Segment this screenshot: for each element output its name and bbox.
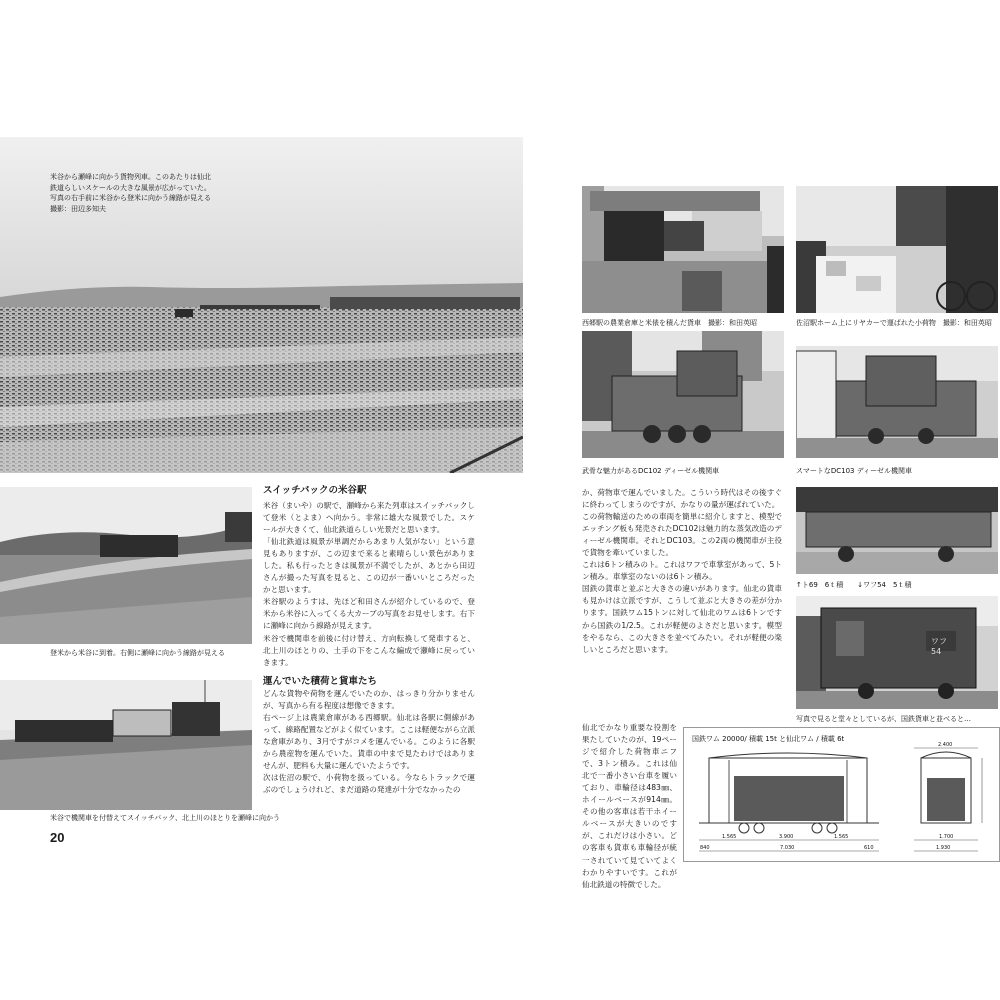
caption-line: 写真の右手前に米谷から登米に向かう線路が見える [50,194,211,202]
paragraph: どんな貨物や荷物を運んでいたのか、はっきり分かりませんが、写真から有る程度は想像できます。 [263,688,475,710]
dim-label: 1.565 [834,834,849,840]
caption-top-photo [50,172,270,214]
paragraph: 次は佐沼の駅で、小荷物を扱っている。今ならトラックで運ぶのでしょうけれど、まだ道路の発達が十分でなかったの [263,772,475,795]
section-heading-switchback: スイッチバックの米谷駅 [263,485,367,496]
page-number: 20 [50,830,65,845]
caption-r3: 武骨な魅力があるDC102 ディーゼル機関車 [582,467,720,475]
photo-wagon-to69 [796,487,998,574]
freight-car-comparison-diagram [683,727,1000,862]
dim-label: 7.030 [780,845,795,851]
caption-r6: 写真で見ると堂々としているが、国鉄貨車と並べると… [796,715,971,723]
paragraph: 国鉄の貨車と並ぶと大きさの違いがあります。仙北の貨車も見かけは立派ですが、こうして並ぶと大きさの差が分かります。国鉄ワム15トンに対して仙北のワムは6トンですから国鉄の1/2.5。これが軽便のよさだと思います。模型をやるなら、この大きさを並べてみたい。それが軽便の楽しいところだと思います。 [582,584,782,654]
photo-warehouse-ricebags [582,186,784,313]
paragraph: か、荷物車で運んでいました。こういう時代はその後すぐに終わってしまうのですが、かなりの量が運ばれていた。 [582,488,782,510]
paragraph: 米谷で機関車を前後に付け替え、方向転換して発車すると、北上川のほとりの、土手の下をこんな編成で瀬峰に戻っていきます。 [263,633,475,667]
caption-left-bottom: 米谷で機関車を付替えてスイッチバック、北上川のほとりを瀬峰に向かう [50,814,281,822]
dim-label: 1.930 [936,845,951,851]
dim-label: 1.565 [722,834,737,840]
paragraph: これは6トン積みのト。これはワフで車掌室があって、5トン積み。車掌室のないのは6トン積み。 [582,560,782,582]
diagram-title: 国鉄ワム 20000/ 積載 15t と仙北ワム / 積載 6t [692,735,845,743]
body-column-1 [263,500,475,830]
photo-wagon-wafu54 [796,596,998,709]
caption-r4: スマートなDC103 ディーゼル機関車 [796,467,913,475]
caption-line: 米谷から瀬峰に向かう貨物列車。このあたりは仙北 [50,173,211,181]
dim-label: 2.400 [938,742,953,748]
paragraph: 「仙北鉄道は風景が単調だからあまり人気がない」という意見もありますが、この辺まで来ると素晴らしい景色がありました。私も行ったときは風景が不満でしたが、あとから田辺さんが撮った写真を見ると、この辺が一番いいところだったかと思います。 [263,537,475,595]
photo-dc103-locomotive [796,346,998,458]
caption-r2: 佐沼駅ホーム上にリヤカーで運ばれた小荷物 撮影：和田英昭 [796,319,992,327]
paragraph: 右ページ上は農業倉庫がある西郷駅。仙北は各駅に側線があって、線路配置などがよく似ています。ここは軽便ながら立派な倉庫があり、3月ですがコメを運んでいる。このように各駅から農産物を運んでいた。貨車の中まで見たわけではありませんが、肥料も大量に運んでいたようです。 [263,712,475,770]
photo-dc102-locomotive [582,331,784,458]
dim-label: 3.900 [779,834,794,840]
caption-line: 撮影：田辺多知夫 [50,204,106,213]
svg-text:ワフ: ワフ [931,637,947,646]
paragraph: 仙北でかなり重要な役割を果たしていたのが、19ページで紹介した荷物車ニフで、3トン積み。これは仙北で一番小さい台車を履いており、車輪径は483㎜、ホイールベースが914㎜。その他の客車は若干ホイールベースが大きいのですが、これだけは小さい。どの客車も貨車も車輪径が統一されていて見ていてよくわかりやすいです。これが仙北鉄道の特徴でした。 [582,723,677,889]
paragraph: 米谷（まいや）の駅で、瀬峰から来た列車はスイッチバックして登米（とよま）へ向かう。非常に雄大な風景でした。スケールが大きくて、仙北鉄道らしい光景だと思います。 [263,501,475,535]
caption-line: 鉄道らしいスケールの大きな風景が広がっていた。 [50,183,211,192]
body-column-2 [582,487,782,722]
dim-label: 610 [864,845,874,851]
photo-switchback-kitakami [0,680,252,810]
photo-parcels-sanuma [796,186,998,313]
caption-r5: ↑ト69 6ｔ積 ↓ワフ54 5ｔ積 [796,581,912,589]
dim-label: 840 [700,845,710,851]
paragraph: この荷物輸送のための車両を簡単に紹介しますと、模型でエッチング板も発売されたDC102は魅力的な蒸気改造のディーゼル機関車。それとDC103。この2両の機関車が主役で貨物を牽いていました。 [582,512,782,558]
section-heading-cargo: 運んでいた積荷と貨車たち [263,675,378,687]
caption-left-mid: 登米から米谷に到着。右側に瀬峰に向かう線路が見える [50,649,225,657]
svg-text:54: 54 [931,647,942,656]
caption-r1: 西郷駅の農業倉庫と米俵を積んだ貨車 撮影：和田英昭 [582,319,757,327]
paragraph: 米谷駅のようすは、先ほど和田さんが紹介しているので、登米から米谷に入ってくる大カーブの写真をお見せします。右下に瀬峰に向かう線路が見えます。 [263,597,475,631]
body-column-2-narrow [582,722,677,889]
dim-label: 1.700 [939,834,954,840]
photo-arrival-maiya [0,487,252,644]
